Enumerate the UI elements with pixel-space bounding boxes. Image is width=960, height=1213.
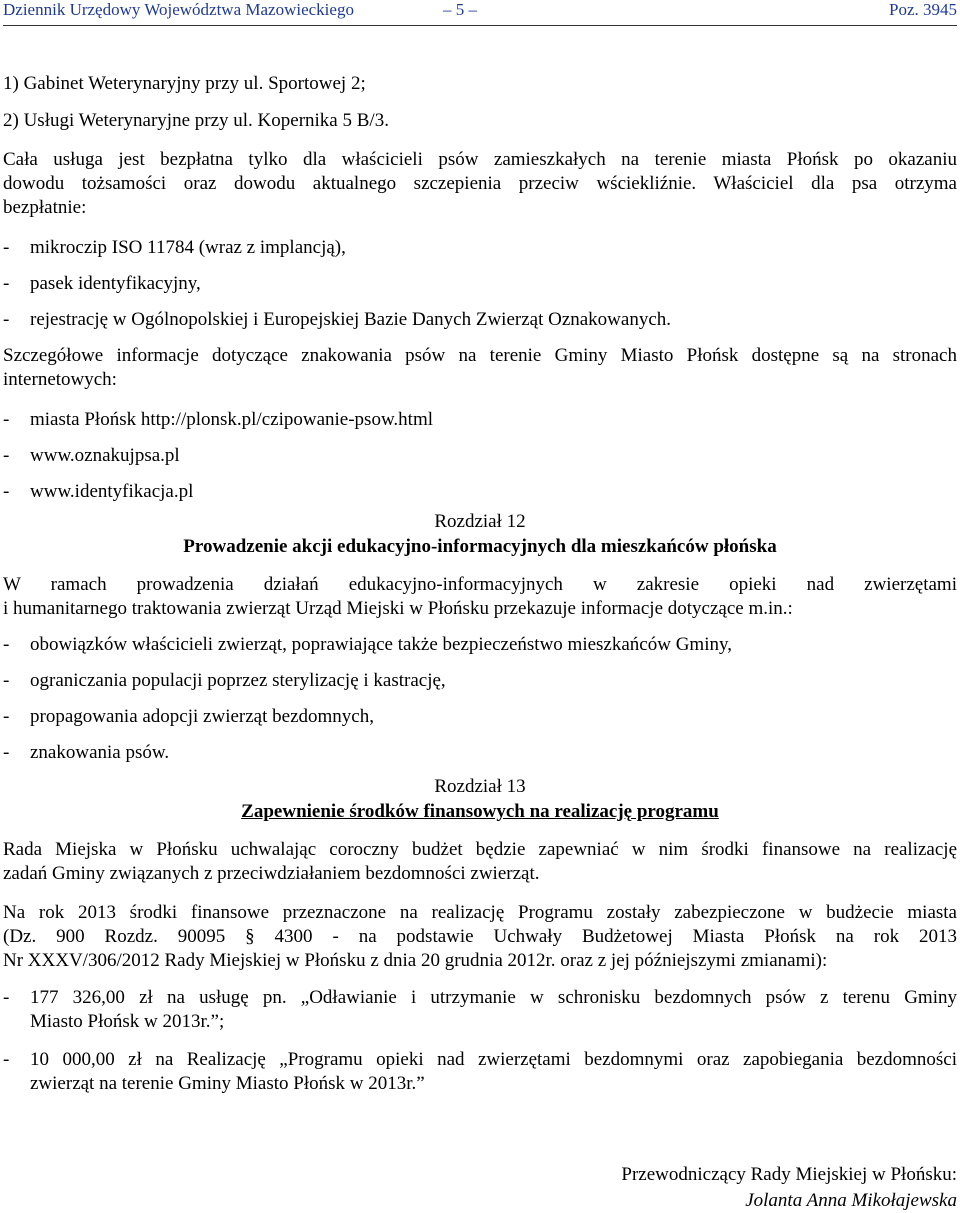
website-item: miasta Płońsk http://plonsk.pl/czipowanie-psow.html xyxy=(30,409,434,430)
list-item: ograniczania populacji poprzez sterylizację i kastrację, xyxy=(30,670,446,691)
paragraph-line: Szczegółowe informacje dotyczące znakowania psów na terenie Gminy Miasto Płońsk dostępne są na stronach xyxy=(3,345,957,366)
list-item: znakowania psów. xyxy=(30,742,170,763)
paragraph-line: Na rok 2013 środki finansowe przeznaczone na realizację Programu zostały zabezpieczone w budżecie miasta xyxy=(3,902,957,923)
list-dash: - xyxy=(3,481,10,502)
list-dash: - xyxy=(3,670,10,691)
list-item-line: zwierząt na terenie Gminy Miasto Płońsk w 2013r.” xyxy=(30,1073,425,1094)
signature-role: Przewodniczący Rady Miejskiej w Płońsku: xyxy=(621,1164,957,1185)
paragraph-line: dowodu tożsamości oraz dowodu aktualnego szczepienia przeciw wściekliźnie. Właściciel dla psa otrzyma xyxy=(3,173,957,194)
list-dash: - xyxy=(3,309,10,330)
clinic-item: 1) Gabinet Weterynaryjny przy ul. Sportowej 2; xyxy=(3,73,366,94)
chapter-13-number: Rozdział 13 xyxy=(434,776,526,797)
list-item-line: Miasto Płońsk w 2013r.”; xyxy=(30,1011,225,1032)
list-item: rejestrację w Ogólnopolskiej i Europejskiej Bazie Danych Zwierząt Oznakowanych. xyxy=(30,309,672,330)
list-dash: - xyxy=(3,409,10,430)
position-number: Poz. 3945 xyxy=(889,0,957,19)
paragraph-line: bezpłatnie: xyxy=(3,197,87,218)
page-header xyxy=(3,0,957,24)
clinic-item: 2) Usługi Weterynaryjne przy ul. Kopernika 5 B/3. xyxy=(3,110,389,131)
paragraph-line: zadań Gminy związanych z przeciwdziałaniem bezdomności zwierząt. xyxy=(3,863,540,884)
list-item: pasek identyfikacyjny, xyxy=(30,273,201,294)
chapter-13-title: Zapewnienie środków finansowych na realizację programu xyxy=(241,801,719,822)
list-dash: - xyxy=(3,1049,10,1070)
paragraph-line: W ramach prowadzenia działań edukacyjno-informacyjnych w zakresie opieki nad zwierzętami xyxy=(3,574,957,595)
list-dash: - xyxy=(3,273,10,294)
list-dash: - xyxy=(3,445,10,466)
header-rule xyxy=(3,25,957,26)
list-item-line: 177 326,00 zł na usługę pn. „Odławianie i utrzymanie w schronisku bezdomnych psów z terenu Gminy xyxy=(30,987,957,1008)
page-number: – 5 – xyxy=(443,0,477,19)
chapter-12-title: Prowadzenie akcji edukacyjno-informacyjnych dla mieszkańców płońska xyxy=(183,536,777,557)
list-dash: - xyxy=(3,742,10,763)
signature-name: Jolanta Anna Mikołajewska xyxy=(745,1190,957,1211)
list-dash: - xyxy=(3,987,10,1008)
paragraph-line: Cała usługa jest bezpłatna tylko dla właścicieli psów zamieszkałych na terenie miasta Płońsk po okazaniu xyxy=(3,149,957,170)
journal-name: Dziennik Urzędowy Województwa Mazowieckiego xyxy=(3,0,354,19)
paragraph-line: i humanitarnego traktowania zwierząt Urząd Miejski w Płońsku przekazuje informacje dotyczące m.in.: xyxy=(3,598,793,619)
chapter-12-number: Rozdział 12 xyxy=(434,511,526,532)
website-item: www.oznakujpsa.pl xyxy=(30,445,180,466)
paragraph-line: Nr XXXV/306/2012 Rady Miejskiej w Płońsku z dnia 20 grudnia 2012r. oraz z jej późniejszymi zmianami): xyxy=(3,950,828,971)
list-dash: - xyxy=(3,634,10,655)
list-dash: - xyxy=(3,237,10,258)
paragraph-line: (Dz. 900 Rozdz. 90095 § 4300 - na podstawie Uchwały Budżetowej Miasta Płońsk na rok 2013 xyxy=(3,926,957,947)
list-item: obowiązków właścicieli zwierząt, poprawiające także bezpieczeństwo mieszkańców Gminy, xyxy=(30,634,732,655)
list-dash: - xyxy=(3,706,10,727)
paragraph-line: Rada Miejska w Płońsku uchwalając coroczny budżet będzie zapewniać w nim środki finansowe na realizację xyxy=(3,839,957,860)
paragraph-line: internetowych: xyxy=(3,369,117,390)
list-item: propagowania adopcji zwierząt bezdomnych, xyxy=(30,706,374,727)
list-item: mikroczip ISO 11784 (wraz z implancją), xyxy=(30,237,346,258)
website-item: www.identyfikacja.pl xyxy=(30,481,194,502)
list-item-line: 10 000,00 zł na Realizację „Programu opieki nad zwierzętami bezdomnymi oraz zapobiegania bezdomności xyxy=(30,1049,957,1070)
